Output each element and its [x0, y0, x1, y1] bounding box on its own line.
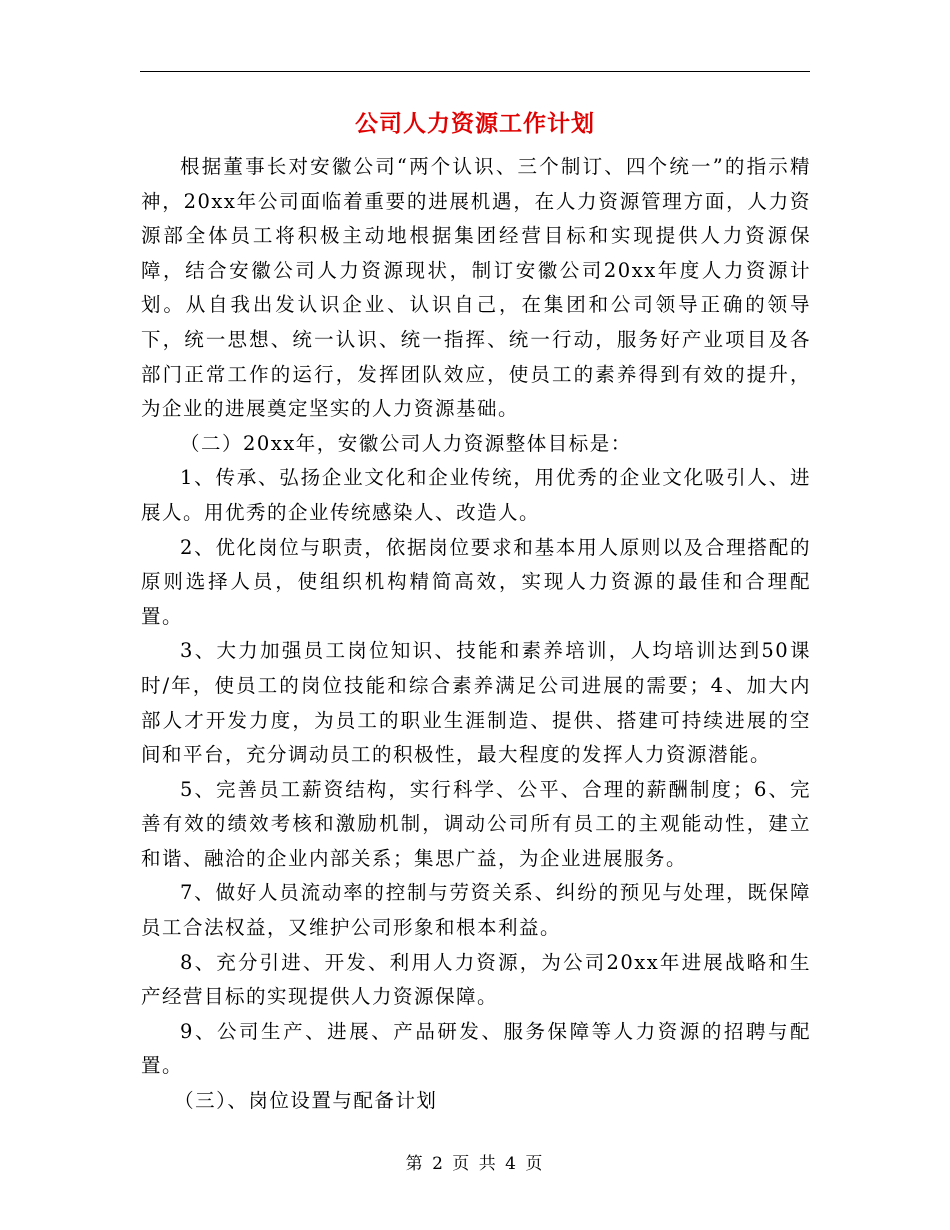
paragraph-goal-9: 9、公司生产、进展、产品研发、服务保障等人力资源的招聘与配置。 [141, 1019, 811, 1078]
paragraph-goal-2: 2、优化岗位与职责，依据岗位要求和基本用人原则以及合理搭配的原则选择人员，使组织机构精简高效，实现人力资源的最佳和合理配置。 [141, 535, 811, 628]
document-title: 公司人力资源工作计划 [355, 110, 595, 137]
document-body [141, 150, 811, 1119]
paragraph-section-three-heading: （三）、岗位设置与配备计划 [174, 1089, 438, 1113]
paragraph-goal-1: 1、传承、弘扬企业文化和企业传统，用优秀的企业文化吸引人、进展人。用优秀的企业传统感染人、改造人。 [141, 466, 811, 524]
header-rule [140, 71, 810, 72]
page-number-footer: 第 2 页 共 4 页 [405, 1154, 545, 1174]
paragraph-goal-5-6: 5、完善员工薪资结构，实行科学、公平、合理的薪酬制度；6、完善有效的绩效考核和激励机制，调动公司所有员工的主观能动性，建立和谐、融洽的企业内部关系；集思广益，为企业进展服务。 [141, 777, 811, 870]
paragraph-goal-8: 8、充分引进、开发、利用人力资源，为公司20xx年进展战略和生产经营目标的实现提供人力资源保障。 [141, 950, 811, 1009]
paragraph-section-two-heading: （二）20xx年，安徽公司人力资源整体目标是： [180, 431, 632, 455]
paragraph-goal-7: 7、做好人员流动率的控制与劳资关系、纠纷的预见与处理，既保障员工合法权益，又维护公司形象和根本利益。 [141, 881, 811, 940]
paragraph-goal-3-4: 3、大力加强员工岗位知识、技能和素养培训，人均培训达到50课时/年，使员工的岗位技能和综合素养满足公司进展的需要；4、加大内部人才开发力度，为员工的职业生涯制造、提供、搭建可持续进展的空间和平台，充分调动员工的积极性，最大程度的发挥人力资源潜能。 [141, 639, 811, 767]
paragraph-intro: 根据董事长对安徽公司“两个认识、三个制订、四个统一”的指示精神，20xx年公司面临着重要的进展机遇，在人力资源管理方面，人力资源部全体员工将积极主动地根据集团经营目标和实现提供人力资源保障，结合安徽公司人力资源现状，制订安徽公司20xx年度人力资源计划。从自我出发认识企业、认识自己，在集团和公司领导正确的领导下，统一思想、统一认识、统一指挥、统一行动，服务好产业项目及各部门正常工作的运行，发挥团队效应，使员工的素养得到有效的提升，为企业的进展奠定坚实的人力资源基础。 [141, 155, 811, 421]
